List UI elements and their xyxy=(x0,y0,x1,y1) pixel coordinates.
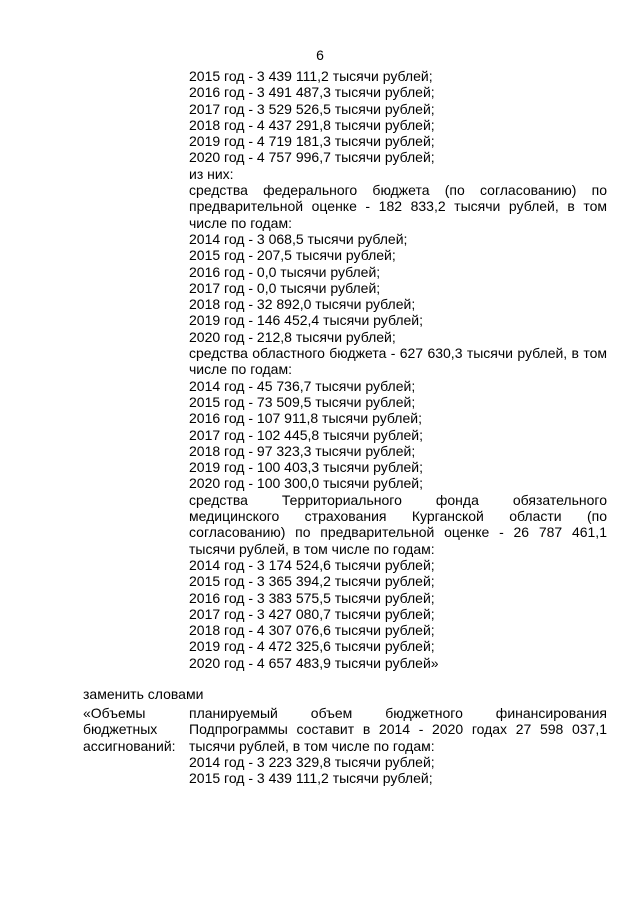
planned-funding-intro: планируемый объем бюджетного финансирования Подпрограммы составит в 2014 - 2020 годах 27 598 037,1 тысячи рублей, в том числе по годам: xyxy=(189,705,607,754)
year-line: 2015 год - 3 439 111,2 тысячи рублей; xyxy=(189,770,433,787)
year-line: 2015 год - 3 439 111,2 тысячи рублей; xyxy=(189,68,433,84)
year-line: 2020 год - 100 300,0 тысячи рублей; xyxy=(189,475,423,492)
year-line: 2016 год - 107 911,8 тысячи рублей; xyxy=(189,410,422,427)
of-which-label: из них: xyxy=(189,165,234,182)
year-line: 2020 год - 212,8 тысячи рублей; xyxy=(189,328,396,345)
budget-continuation-column xyxy=(189,68,607,671)
year-line: 2017 год - 3 427 080,7 тысячи рублей; xyxy=(189,605,435,622)
replace-with-phrase: заменить словами xyxy=(83,686,204,702)
territorial-fund-intro: средства Территориального фонда обязательного медицинского страхования Курганской области (по согласованию) по предварительной оценке - 26 787 461,1 тысячи рублей, в том числе по годам: xyxy=(189,491,607,557)
year-line: 2017 год - 102 445,8 тысячи рублей; xyxy=(189,426,423,443)
year-line: 2020 год - 4 657 483,9 тысячи рублей» xyxy=(189,654,439,671)
budget-allocations-label xyxy=(83,705,183,754)
year-line: 2020 год - 4 757 996,7 тысячи рублей; xyxy=(189,149,435,166)
year-line: 2016 год - 0,0 тысячи рублей; xyxy=(189,263,381,280)
year-line: 2018 год - 97 323,3 тысячи рублей; xyxy=(189,442,416,459)
year-line: 2014 год - 3 068,5 тысячи рублей; xyxy=(189,230,408,247)
year-line: 2019 год - 100 403,3 тысячи рублей; xyxy=(189,459,423,476)
year-line: 2014 год - 45 736,7 тысячи рублей; xyxy=(189,377,416,394)
year-line: 2017 год - 0,0 тысячи рублей; xyxy=(189,279,381,296)
regional-budget-intro: средства областного бюджета - 627 630,3 тысячи рублей, в том числе по годам: xyxy=(189,345,607,378)
year-line: 2015 год - 73 509,5 тысячи рублей; xyxy=(189,393,416,410)
year-line: 2014 год - 3 223 329,8 тысячи рублей; xyxy=(189,753,435,770)
year-line: 2018 год - 32 892,0 тысячи рублей; xyxy=(189,296,416,313)
page-number: 6 xyxy=(316,47,324,63)
federal-budget-intro: средства федерального бюджета (по согласованию) по предварительной оценке - 182 833,2 тысячи рублей, в том числе по годам: xyxy=(189,182,607,231)
year-line: 2014 год - 3 174 524,6 тысячи рублей; xyxy=(189,556,435,573)
year-line: 2019 год - 4 719 181,3 тысячи рублей; xyxy=(189,133,435,150)
year-line: 2016 год - 3 383 575,5 тысячи рублей; xyxy=(189,589,435,606)
label-line: бюджетных xyxy=(83,721,158,738)
year-line: 2018 год - 4 437 291,8 тысячи рублей; xyxy=(189,116,435,133)
label-line: ассигнований: xyxy=(83,737,176,754)
year-line: 2015 год - 207,5 тысячи рублей; xyxy=(189,247,396,264)
new-budget-column xyxy=(189,705,607,786)
label-line: «Объемы xyxy=(83,705,146,721)
year-line: 2017 год - 3 529 526,5 тысячи рублей; xyxy=(189,100,435,117)
year-line: 2016 год - 3 491 487,3 тысячи рублей; xyxy=(189,84,435,101)
year-line: 2018 год - 4 307 076,6 тысячи рублей; xyxy=(189,622,435,639)
year-line: 2019 год - 146 452,4 тысячи рублей; xyxy=(189,312,423,329)
year-line: 2019 год - 4 472 325,6 тысячи рублей; xyxy=(189,638,435,655)
year-line: 2015 год - 3 365 394,2 тысячи рублей; xyxy=(189,573,435,590)
